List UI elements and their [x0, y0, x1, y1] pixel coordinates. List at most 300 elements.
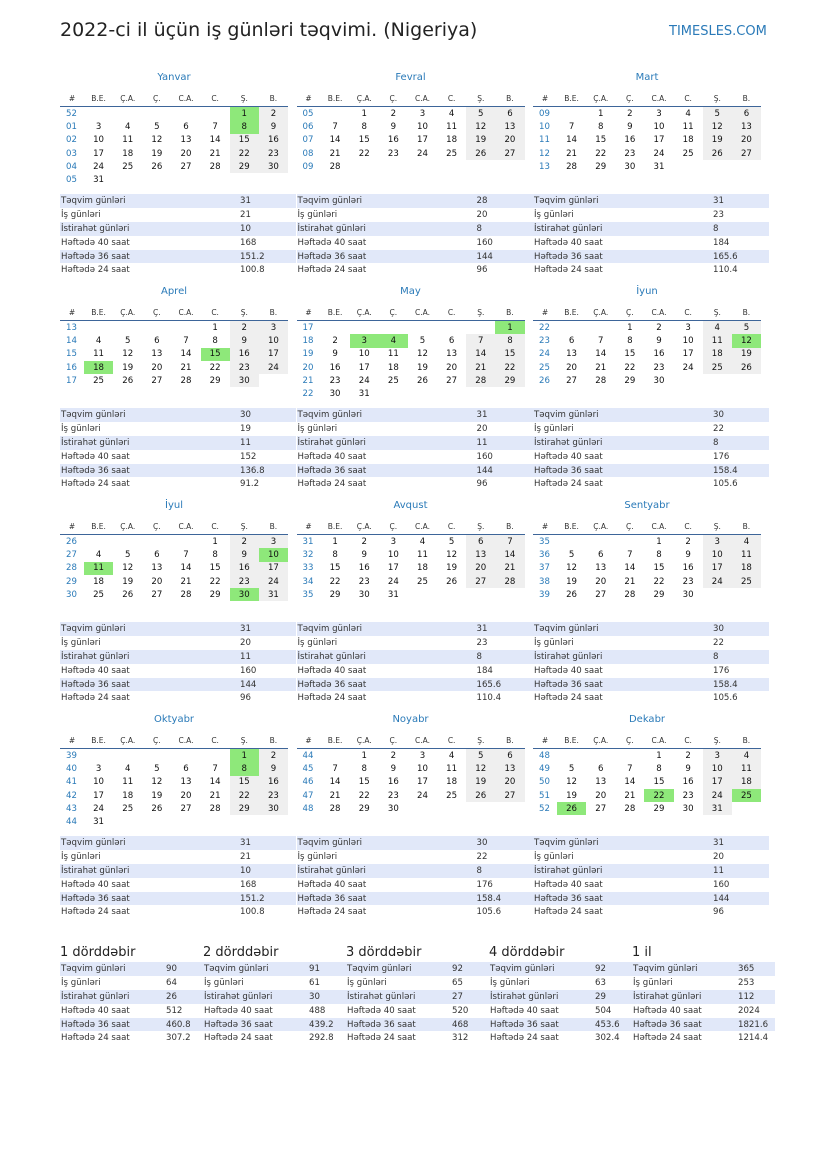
day-cell — [615, 535, 644, 549]
week-row — [60, 776, 288, 789]
day-cell: 7 — [212, 121, 218, 132]
day-cell: 4 — [379, 334, 408, 347]
month-block — [297, 286, 534, 500]
day-cell: 5 — [419, 335, 426, 346]
week-row — [297, 588, 525, 601]
week-number: 04 — [66, 161, 77, 172]
weekday-header: Ş. — [466, 518, 495, 535]
month-name: Dekabr — [628, 714, 666, 725]
stat-value: 165.6 — [712, 250, 769, 264]
stat-label: Həftədə 24 saat — [61, 1033, 130, 1044]
day-cell — [437, 321, 466, 335]
weekday-header: Ş. — [703, 732, 732, 749]
day-cell: 4 — [448, 108, 455, 119]
stat-label: Həftədə 24 saat — [61, 693, 130, 704]
day-cell: 10 — [653, 121, 665, 132]
stat-label: Həftədə 40 saat — [297, 665, 367, 676]
day-cell: 5 — [124, 549, 131, 560]
day-cell: 2 — [627, 108, 633, 119]
week-number: 21 — [302, 375, 314, 386]
stat-value: 30 — [712, 408, 769, 422]
day-cell: 9 — [627, 121, 633, 132]
stat-row — [533, 892, 769, 906]
day-cell: 18 — [387, 362, 399, 373]
day-cell: 9 — [685, 763, 691, 774]
day-cell: 17 — [259, 562, 288, 575]
day-cell — [350, 321, 379, 335]
day-cell: 24 — [417, 148, 428, 159]
day-cell: 21 — [466, 361, 495, 374]
stat-value: 504 — [595, 1005, 612, 1016]
day-cell: 4 — [124, 121, 131, 132]
week-row — [60, 815, 288, 828]
day-cell: 10 — [387, 549, 399, 560]
stat-row — [60, 1031, 203, 1045]
calendar-table — [297, 518, 525, 601]
month-stats — [60, 622, 296, 705]
stat-value: 21 — [240, 851, 251, 862]
day-cell: 3 — [350, 334, 379, 347]
calendar-table — [533, 518, 761, 601]
day-cell: 17 — [93, 148, 105, 159]
month-stats — [533, 408, 769, 491]
week-row — [533, 575, 761, 588]
day-cell: 14 — [209, 777, 221, 788]
month-block — [533, 500, 770, 714]
stat-label: İş günləri — [534, 423, 574, 434]
stat-row — [632, 990, 775, 1004]
stat-label: Həftədə 36 saat — [533, 678, 712, 692]
day-cell: 21 — [209, 790, 221, 801]
day-cell: 19 — [703, 134, 732, 147]
stat-value: 31 — [712, 194, 769, 208]
stat-row — [60, 850, 296, 864]
day-cell: 25 — [703, 361, 732, 374]
day-cell: 6 — [495, 107, 524, 121]
weekday-header: C. — [201, 732, 230, 749]
stat-value: 90 — [165, 962, 203, 976]
stat-value: 160 — [476, 451, 493, 462]
month-name: Fevral — [395, 72, 426, 83]
day-cell: 28 — [495, 575, 524, 588]
day-cell — [703, 588, 732, 601]
day-cell: 15 — [209, 563, 221, 574]
day-cell: 17 — [259, 348, 288, 361]
week-row — [297, 361, 525, 374]
week-row — [533, 348, 761, 361]
week-row — [60, 134, 288, 147]
week-number: 07 — [302, 135, 314, 146]
stat-label: İstirahət günləri — [533, 222, 712, 236]
day-cell: 3 — [95, 121, 102, 132]
weekday-header: B.E. — [321, 304, 350, 321]
calendar-table — [533, 304, 761, 387]
day-cell: 25 — [682, 148, 694, 159]
weekday-header: C. — [201, 518, 230, 535]
stat-row — [297, 664, 533, 678]
week-row — [297, 334, 525, 347]
day-cell: 13 — [466, 548, 495, 561]
stat-value: 10 — [239, 222, 296, 236]
day-cell: 20 — [595, 790, 607, 801]
stat-row — [346, 976, 489, 990]
day-cell — [495, 588, 524, 601]
day-cell: 28 — [624, 803, 636, 814]
weekday-header: Ç. — [379, 90, 408, 107]
day-cell: 28 — [329, 803, 341, 814]
weekday-header: B. — [259, 732, 288, 749]
day-cell: 11 — [122, 777, 134, 788]
day-cell: 23 — [387, 148, 399, 159]
day-cell — [259, 374, 288, 387]
stat-value: 31 — [239, 194, 296, 208]
day-cell: 28 — [466, 374, 495, 387]
month-block — [533, 286, 770, 500]
weekday-header: # — [60, 518, 84, 535]
weekday-header: B. — [259, 90, 288, 107]
weekday-header: Ş. — [466, 304, 495, 321]
weekday-header: Ş. — [230, 304, 259, 321]
stat-row — [297, 836, 533, 850]
brand-link[interactable]: TIMESLES.COM — [669, 24, 767, 39]
day-cell: 27 — [566, 375, 578, 386]
day-cell: 10 — [703, 762, 732, 775]
day-cell — [84, 107, 113, 121]
day-cell: 13 — [566, 349, 578, 360]
day-cell: 15 — [595, 135, 607, 146]
stat-row — [297, 691, 533, 705]
stat-label: İş günləri — [61, 423, 101, 434]
stat-row — [533, 464, 769, 478]
stat-row — [60, 408, 296, 422]
day-cell: 3 — [419, 750, 426, 761]
day-cell: 4 — [732, 535, 761, 549]
stat-value: 10 — [239, 864, 296, 878]
day-cell: 26 — [151, 803, 163, 814]
week-number: 52 — [539, 803, 550, 814]
stat-value: 158.4 — [712, 464, 769, 478]
week-row — [533, 134, 761, 147]
stat-label: İstirahət günləri — [60, 222, 239, 236]
stat-row — [60, 250, 296, 264]
day-cell: 12 — [122, 349, 134, 360]
day-cell: 1 — [212, 536, 218, 547]
stat-row — [60, 464, 296, 478]
stat-row — [60, 691, 296, 705]
day-cell: 13 — [595, 563, 607, 574]
month-block — [60, 714, 297, 928]
day-cell — [408, 588, 437, 601]
weekday-header: # — [60, 304, 84, 321]
quarter-stats — [203, 962, 346, 1045]
week-row — [297, 134, 525, 147]
day-cell: 21 — [180, 362, 192, 373]
weekday-header: B.E. — [557, 304, 586, 321]
weekday-header-row — [60, 304, 288, 321]
month-block — [60, 500, 297, 714]
stat-label: Təqvim günləri — [533, 836, 712, 850]
stat-label: Həftədə 36 saat — [203, 1018, 308, 1032]
week-row — [533, 588, 761, 601]
day-cell: 18 — [84, 361, 113, 374]
day-cell — [557, 535, 586, 549]
weekday-header: Ç. — [379, 732, 408, 749]
stat-label: Həftədə 24 saat — [297, 479, 367, 490]
day-cell: 10 — [358, 349, 370, 360]
stat-label: Həftədə 36 saat — [297, 892, 476, 906]
weekday-header: Ş. — [230, 518, 259, 535]
day-cell: 18 — [732, 562, 761, 575]
day-cell: 17 — [387, 563, 399, 574]
weekday-header: Ç. — [615, 304, 644, 321]
stat-value: 365 — [737, 962, 775, 976]
day-cell — [379, 387, 408, 400]
stat-row — [346, 1004, 489, 1018]
day-cell: 23 — [387, 790, 399, 801]
day-cell: 15 — [358, 135, 370, 146]
day-cell: 6 — [154, 549, 160, 560]
day-cell: 22 — [209, 576, 221, 587]
day-cell — [171, 535, 200, 549]
day-cell — [703, 160, 732, 173]
stat-value: 11 — [712, 864, 769, 878]
week-number: 13 — [66, 322, 77, 333]
stat-label: İstirahət günləri — [297, 222, 476, 236]
day-cell: 5 — [703, 107, 732, 121]
day-cell — [466, 802, 495, 815]
stat-row — [533, 905, 769, 919]
stat-value: 312 — [452, 1033, 469, 1044]
day-cell: 4 — [95, 549, 102, 560]
stat-row — [297, 194, 533, 208]
day-cell: 23 — [358, 576, 370, 587]
stat-value: 8 — [476, 864, 533, 878]
day-cell: 15 — [230, 134, 259, 147]
day-cell: 22 — [358, 148, 370, 159]
day-cell — [466, 321, 495, 335]
day-cell — [84, 321, 113, 335]
weekday-header: B. — [259, 304, 288, 321]
day-cell: 30 — [653, 375, 665, 386]
day-cell: 29 — [230, 802, 259, 815]
weekday-header-row — [297, 732, 525, 749]
stat-row — [60, 622, 296, 636]
day-cell: 23 — [259, 147, 288, 160]
day-cell: 7 — [627, 763, 633, 774]
week-number: 24 — [539, 349, 550, 360]
quarter-block — [489, 944, 632, 1045]
day-cell — [84, 749, 113, 763]
weekday-header: Ç. — [379, 304, 408, 321]
day-cell: 18 — [93, 576, 105, 587]
day-cell — [615, 749, 644, 763]
stat-value: 176 — [713, 451, 730, 462]
weekday-header: Ç. — [142, 518, 171, 535]
weekday-header: Ç.A. — [113, 732, 142, 749]
day-cell: 15 — [495, 348, 524, 361]
stat-label: Həftədə 36 saat — [489, 1018, 594, 1032]
day-cell: 28 — [209, 803, 221, 814]
stat-label: Həftədə 36 saat — [60, 250, 239, 264]
day-cell — [142, 107, 171, 121]
week-row — [60, 562, 288, 575]
day-cell: 13 — [151, 563, 163, 574]
week-number: 39 — [539, 589, 550, 600]
day-cell: 11 — [732, 762, 761, 775]
week-number: 48 — [539, 750, 550, 761]
day-cell: 6 — [183, 763, 189, 774]
day-cell: 17 — [417, 135, 428, 146]
stat-value: 144 — [239, 678, 296, 692]
stat-value: 63 — [595, 977, 606, 988]
weekday-header: Ç. — [142, 732, 171, 749]
stat-value: 91 — [308, 962, 346, 976]
week-row — [533, 535, 761, 549]
stat-label: Həftədə 24 saat — [633, 1033, 702, 1044]
stat-row — [60, 422, 296, 436]
day-cell: 30 — [259, 802, 288, 815]
day-cell: 8 — [627, 335, 633, 346]
stat-value: 105.6 — [713, 693, 738, 704]
week-row — [60, 160, 288, 173]
stat-label: İş günləri — [633, 977, 673, 988]
weekday-header: # — [297, 732, 321, 749]
stat-row — [489, 962, 632, 976]
calendar-table — [297, 732, 525, 815]
stat-label: Həftədə 40 saat — [534, 451, 603, 462]
week-number: 49 — [539, 763, 550, 774]
day-cell: 30 — [230, 588, 259, 601]
weekday-header: Ç. — [615, 90, 644, 107]
day-cell: 7 — [212, 763, 218, 774]
weekday-header: Ş. — [466, 732, 495, 749]
stat-label: Həftədə 40 saat — [490, 1005, 559, 1016]
day-cell — [201, 815, 230, 828]
stat-label: Həftədə 40 saat — [534, 665, 603, 676]
stat-value: 96 — [476, 479, 488, 490]
week-row — [60, 334, 288, 347]
day-cell: 26 — [417, 375, 428, 386]
day-cell: 28 — [566, 161, 578, 172]
month-name: Noyabr — [392, 714, 429, 725]
stat-value: 20 — [713, 851, 724, 862]
quarter-title: 3 dörddəbir — [346, 945, 422, 960]
week-row — [297, 789, 525, 802]
day-cell: 11 — [682, 121, 694, 132]
stat-row — [533, 836, 769, 850]
day-cell — [586, 321, 615, 335]
day-cell: 1 — [212, 322, 218, 333]
day-cell: 24 — [653, 148, 665, 159]
stat-row — [533, 691, 769, 705]
day-cell — [379, 160, 408, 173]
day-cell: 11 — [122, 135, 134, 146]
stat-row — [203, 1018, 346, 1032]
day-cell: 19 — [466, 776, 495, 789]
week-number: 44 — [66, 817, 77, 828]
day-cell — [586, 749, 615, 763]
day-cell: 9 — [230, 548, 259, 561]
weekday-header: # — [533, 732, 557, 749]
stat-row — [346, 962, 489, 976]
calendar-table — [297, 304, 525, 401]
stat-row — [632, 976, 775, 990]
day-cell: 25 — [93, 589, 105, 600]
weekday-header: # — [297, 90, 321, 107]
quarter-title: 1 il — [632, 945, 652, 960]
stat-label: Həftədə 40 saat — [633, 1005, 702, 1016]
stat-row — [346, 1031, 489, 1045]
day-cell: 25 — [93, 375, 105, 386]
stat-row — [203, 976, 346, 990]
calendar-table — [297, 90, 525, 173]
day-cell: 26 — [703, 147, 732, 160]
day-cell: 7 — [332, 763, 338, 774]
weekday-header-row — [297, 518, 525, 535]
weekday-header: B. — [732, 90, 761, 107]
day-cell: 7 — [466, 334, 495, 347]
stat-value: 468 — [451, 1018, 489, 1032]
week-row — [533, 321, 761, 335]
stat-row — [60, 222, 296, 236]
stat-row — [297, 422, 533, 436]
week-number: 18 — [302, 335, 314, 346]
stat-label: Təqvim günləri — [60, 962, 165, 976]
day-cell: 6 — [568, 335, 575, 346]
week-number: 30 — [66, 589, 77, 600]
day-cell: 4 — [124, 763, 131, 774]
day-cell: 2 — [390, 108, 397, 119]
day-cell: 20 — [466, 562, 495, 575]
day-cell: 16 — [624, 135, 636, 146]
day-cell — [408, 160, 437, 173]
weekday-header: B. — [732, 518, 761, 535]
week-number: 06 — [302, 121, 314, 132]
stat-value: 31 — [476, 622, 533, 636]
month-block — [297, 500, 534, 714]
stat-value: 30 — [239, 408, 296, 422]
stat-row — [60, 263, 296, 277]
stat-label: Həftədə 40 saat — [61, 879, 130, 890]
day-cell — [408, 802, 437, 815]
stat-row — [297, 905, 533, 919]
stat-value: 253 — [738, 977, 755, 988]
stat-label: İş günləri — [534, 637, 574, 648]
stat-label: İş günləri — [490, 977, 530, 988]
weekday-header: B. — [732, 304, 761, 321]
week-number: 38 — [539, 576, 550, 587]
day-cell: 13 — [595, 777, 607, 788]
day-cell: 1 — [656, 750, 662, 761]
stat-label: Həftədə 40 saat — [61, 665, 130, 676]
stat-row — [60, 208, 296, 222]
stat-row — [489, 1004, 632, 1018]
week-row — [297, 160, 525, 173]
day-cell: 15 — [201, 348, 230, 361]
day-cell: 23 — [230, 361, 259, 374]
day-cell — [84, 535, 113, 549]
stat-row — [297, 208, 533, 222]
day-cell: 12 — [566, 777, 578, 788]
day-cell: 23 — [653, 362, 665, 373]
stat-value: 160 — [240, 665, 257, 676]
stat-value: 151.2 — [239, 250, 296, 264]
stat-value: 61 — [309, 977, 320, 988]
stat-row — [297, 236, 533, 250]
day-cell: 16 — [682, 563, 694, 574]
week-row — [60, 575, 288, 588]
day-cell: 19 — [446, 563, 458, 574]
